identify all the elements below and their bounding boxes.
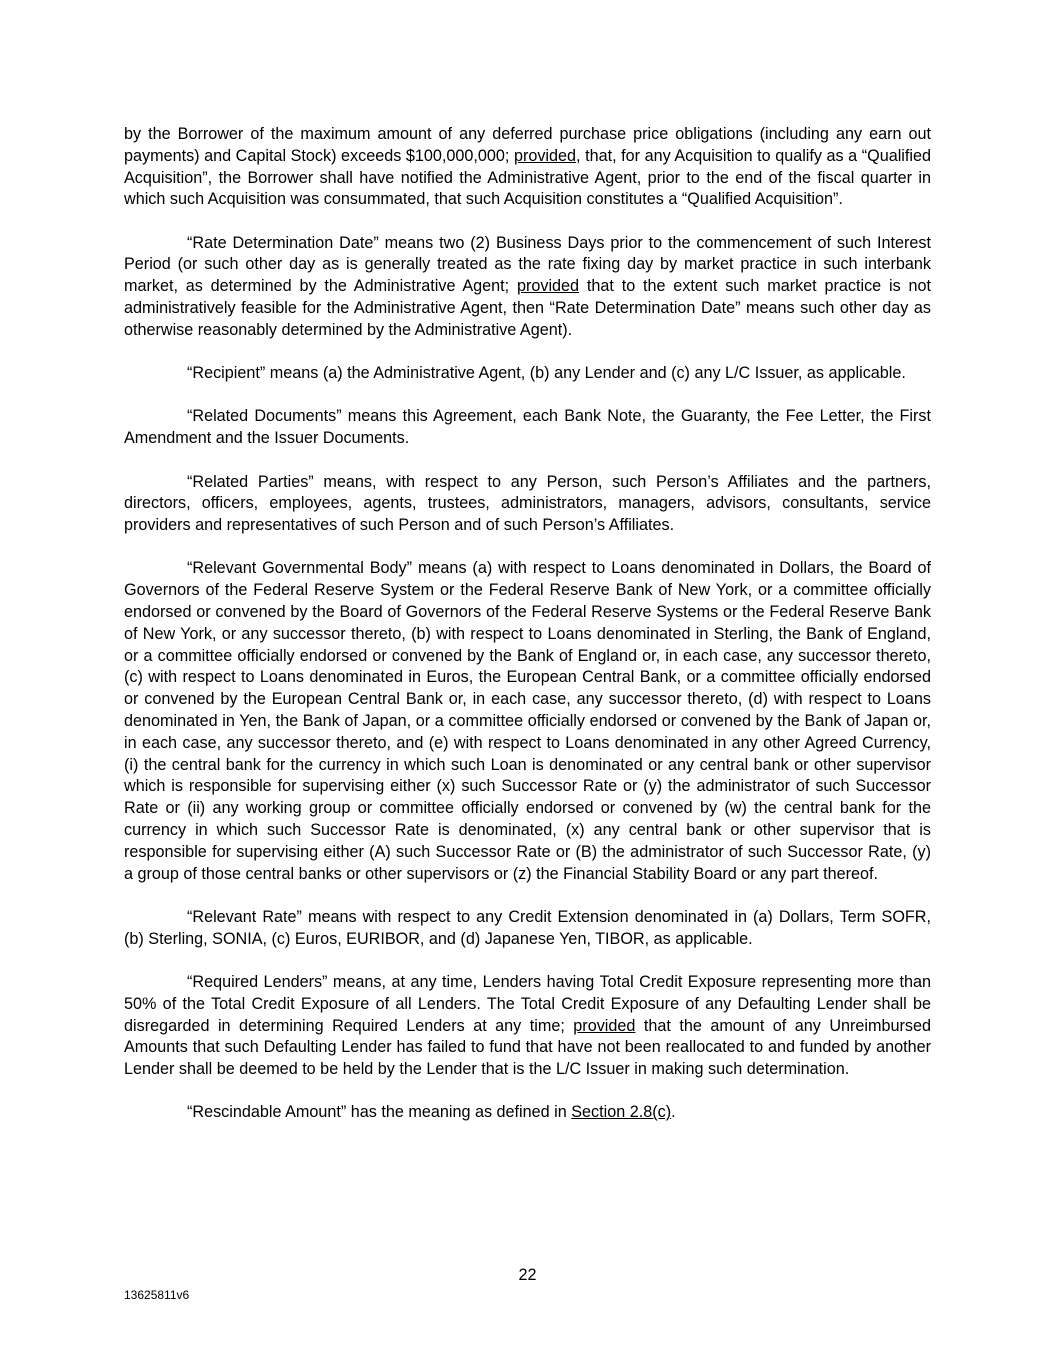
qualified-acquisition-continuation [124,124,931,211]
definition-rescindable-amount [124,1102,931,1124]
paragraph-text: . [671,1103,676,1122]
provided-emphasis: provided [513,146,577,165]
provided-emphasis: provided [573,1016,636,1035]
paragraph-text: , that, for any Acquisition to qualify as a “Qualified Acquisition”, the Borrower shall have notified the Administrative Agent, prior to the end of the fiscal quarter in which such Acquisition was consummated, that such Acquisition constitutes a “Qualified Acquisition”. [124,146,931,209]
definition-recipient: “Recipient” means (a) the Administrative Agent, (b) any Lender and (c) any L/C Issuer, as applicable. [187,364,906,383]
definition-required-lenders [124,972,931,1081]
definition-related-documents: “Related Documents” means this Agreement, each Bank Note, the Guaranty, the Fee Letter, the First Amendment and the Issuer Documents. [124,407,931,448]
paragraph-text: “Rate Determination Date” means two (2) Business Days prior to the commencement of such Interest Period (or such other day as is generally treated as the rate fixing day by market practice in such interbank market, as determined by the Administrative Agent; [124,233,931,296]
definition-rate-determination-date [124,233,931,342]
section-reference-link[interactable]: Section 2.8(c) [571,1103,672,1122]
paragraph-text: by the Borrower of the maximum amount of any deferred purchase price obligations (including any earn out payments) and Capital Stock) exceeds $100,000,000; [124,125,931,165]
paragraph-text: “Required Lenders” means, at any time, Lenders having Total Credit Exposure representing more than 50% of the Total Credit Exposure of all Lenders. The Total Credit Exposure of any Defaulting Lender shall be disregarded in determining Required Lenders at any time; [124,973,931,1035]
definition-relevant-governmental-body: “Relevant Governmental Body” means (a) with respect to Loans denominated in Dollars, the Board of Governors of the Federal Reserve System or the Federal Reserve Bank of New York, or a committee officially endorsed or convened by the Board of Governors of the Federal Reserve Systems or the Federal Reserve Bank of New York, or any successor thereto, (b) with respect to Loans denominated in Sterling, the Bank of England, or a committee officially endorsed or convened by the Bank of England or, in each case, any successor thereto, (c) with respect to Loans denominated in Euros, the European Central Bank, or a committee officially endorsed or convened by the European Central Bank or, in each case, any successor thereto, (d) with respect to Loans denominated in Yen, the Bank of Japan, or a committee officially endorsed or convened by the Bank of Japan or, in each case, any successor thereto, and (e) with respect to Loans denominated in any other Agreed Currency, (i) the central bank for the currency in which such Loan is denominated or any central bank or other supervisor which is responsible for supervising either (x) such Successor Rate or (y) the administrator of such Successor Rate or (ii) any working group or committee officially endorsed or convened by (w) the central bank for the currency in which such Successor Rate is denominated, (x) any central bank or other supervisor that is responsible for supervising either (A) such Successor Rate or (B) the administrator of such Successor Rate, (y) a group of those central banks or other supervisors or (z) the Financial Stability Board or any part thereof. [124,559,931,883]
paragraph-text: that the amount of any Unreimbursed Amounts that such Defaulting Lender has failed to fund that have not been reallocated to and funded by another Lender shall be deemed to be held by the Lender that is the L/C Issuer in making such determination. [124,1016,931,1079]
paragraph-text: “Rescindable Amount” has the meaning as defined in [187,1103,572,1122]
paragraph-text: that to the extent such market practice is not administratively feasible for the Administrative Agent, then “Rate Determination Date” means such other day as otherwise reasonably determined by the Administrative Agent). [124,277,931,339]
definition-related-parties: “Related Parties” means, with respect to any Person, such Person’s Affiliates and the partners, directors, officers, employees, agents, trustees, administrators, managers, advisors, consultants, service providers and representatives of such Person and of such Person’s Affiliates. [124,472,931,535]
document-id: 13625811v6 [124,1288,190,1302]
page-number: 22 [518,1266,537,1284]
document-body [124,124,931,1146]
provided-emphasis: provided [516,277,580,296]
definition-relevant-rate: “Relevant Rate” means with respect to any Credit Extension denominated in (a) Dollars, Term SOFR, (b) Sterling, SONIA, (c) Euros, EURIBOR, and (d) Japanese Yen, TIBOR, as applicable. [124,907,931,948]
